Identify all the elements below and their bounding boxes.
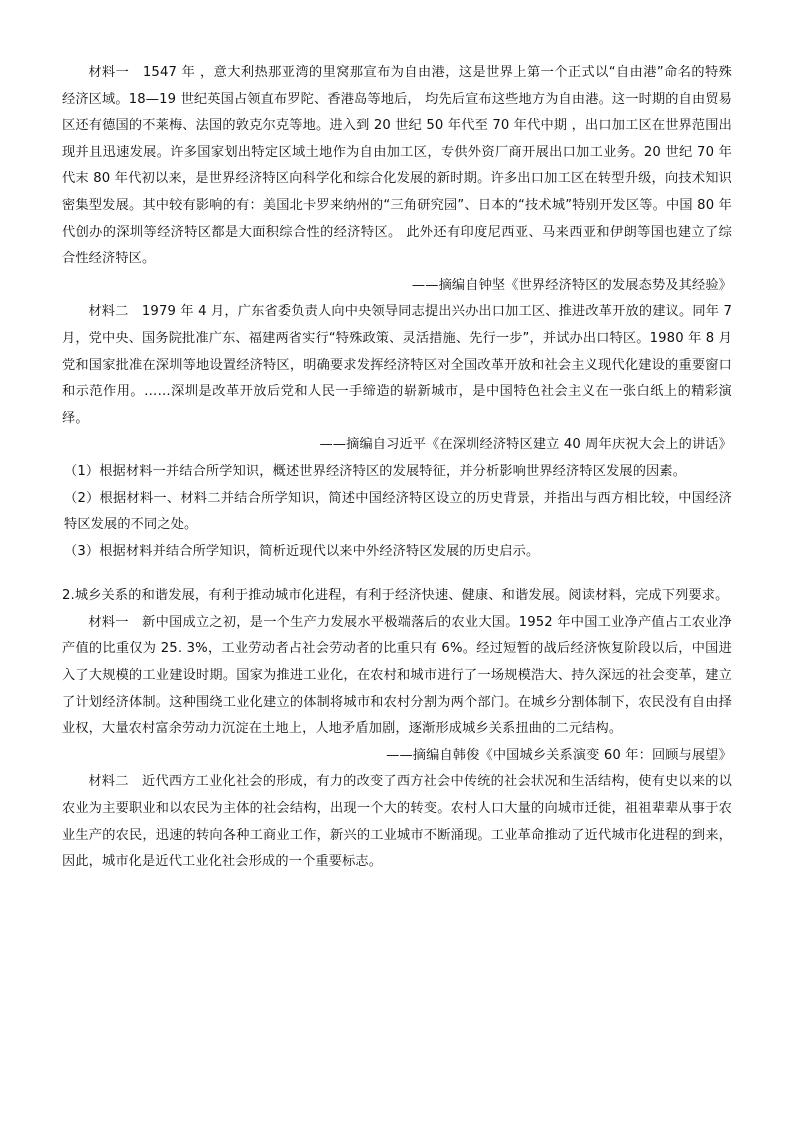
- material-2-source: ——摘编自习近平《在深圳经济特区建立 40 周年庆祝大会上的讲话》: [319, 437, 732, 453]
- question-2-intro: 2.城乡关系的和谐发展，有利于推动城市化进程，有利于经济快速、健康、和谐发展。阅读材料，完成下列要求。: [62, 588, 729, 604]
- question-2-material-1-paragraph: 材料一 新中国成立之初，是一个生产力发展水平极端落后的农业大国。1952 年中国工业净产值占工农业净产值的比重仅为 25. 3%，工业劳动者占社会劳动者的比重只有 6%。经过短暂的战后经济恢复阶段以后，中国进入了大规模的工业建设时期。国家为推进工业化，在农村和城市进行了一场规模浩大、持久深远的社会变革，建立了计划经济体制。这种围绕工业化建立的体制将城市和农村分割为两个部门。在城乡分割体制下，农民没有自由择业权，大量农村富余劳动力沉淀在土地上，人地矛盾加剧，逐渐形成城乡关系扭曲的二元结构。: [62, 614, 732, 737]
- question-1-part-3: （3）根据材料并结合所学知识，简析近现代以来中外经济特区发展的历史启示。: [64, 543, 540, 559]
- section-gap: [62, 565, 732, 583]
- question-1-block: [62, 60, 732, 876]
- question-2-material-1-source: ——摘编自韩俊《中国城乡关系演变 60 年：回顾与展望》: [386, 747, 732, 763]
- question-1-part-1: （1）根据材料一并结合所学知识，概述世界经济特区的发展特征，并分析影响世界经济特区发展的因素。: [64, 463, 687, 479]
- material-2-paragraph: 材料二 1979 年 4 月，广东省委负责人向中央领导同志提出兴办出口加工区、推进改革开放的建议。同年 7 月，党中央、国务院批准广东、福建两省实行“特殊政策、灵活措施、先行一步”，并试办出口特区。1980 年 8 月党和国家批准在深圳等地设置经济特区，明确要求发挥经济特区对全国改革开放和社会主义现代化建设的重要窗口和示范作用。……深圳是改革开放后党和人民一手缔造的崭新城市，是中国特色社会主义在一张白纸上的精彩演绎。: [62, 304, 732, 426]
- question-1-part-2: （2）根据材料一、材料二并结合所学知识，简述中国经济特区设立的历史背景，并指出与西方相比较，中国经济特区发展的不同之处。: [64, 490, 732, 533]
- material-1-paragraph: 材料一 1547 年 ，意大利热那亚湾的里窝那宣布为自由港，这是世界上第一个正式以“自由港”命名的特殊经济区域。18—19 世纪英国占领直布罗陀、香港岛等地后， 均先后宣布这些地方为自由港。这一时期的自由贸易区还有德国的不莱梅、法国的敦克尔克等地。进入到 20 世纪 50 年代至 70 年代中期 ，出口加工区在世界范围出现并且迅速发展。许多国家划出特定区域土地作为自由加工区，专供外资厂商开展出口加工业务。20 世纪 70 年代末 80 年代初以来，是世界经济特区向科学化和综合化发展的新时期。许多出口加工区在转型升级，向技术知识密集型发展。其中较有影响的有：美国北卡罗来纳州的“三角研究园”、日本的“技术城”特别开发区等。中国 80 年代创办的深圳等经济特区都是大面积综合性的经济特区。 此外还有印度尼西亚、马来西亚和伊朗等国也建立了综合性经济特区。: [62, 65, 732, 267]
- material-1-source: ——摘编自钟坚《世界经济特区的发展态势及其经验》: [411, 277, 732, 293]
- question-2-material-2-paragraph: 材料二 近代西方工业化社会的形成，有力的改变了西方社会中传统的社会状况和生活结构，使有史以来的以农业为主要职业和以农民为主体的社会结构，出现一个大的转变。农村人口大量的向城市迁徙，祖祖辈辈从事于农业生产的农民，迅速的转向各种工商业工作，新兴的工业城市不断涌现。工业革命推动了近代城市化进程的到来，因此，城市化是近代工业化社会形成的一个重要标志。: [62, 774, 732, 870]
